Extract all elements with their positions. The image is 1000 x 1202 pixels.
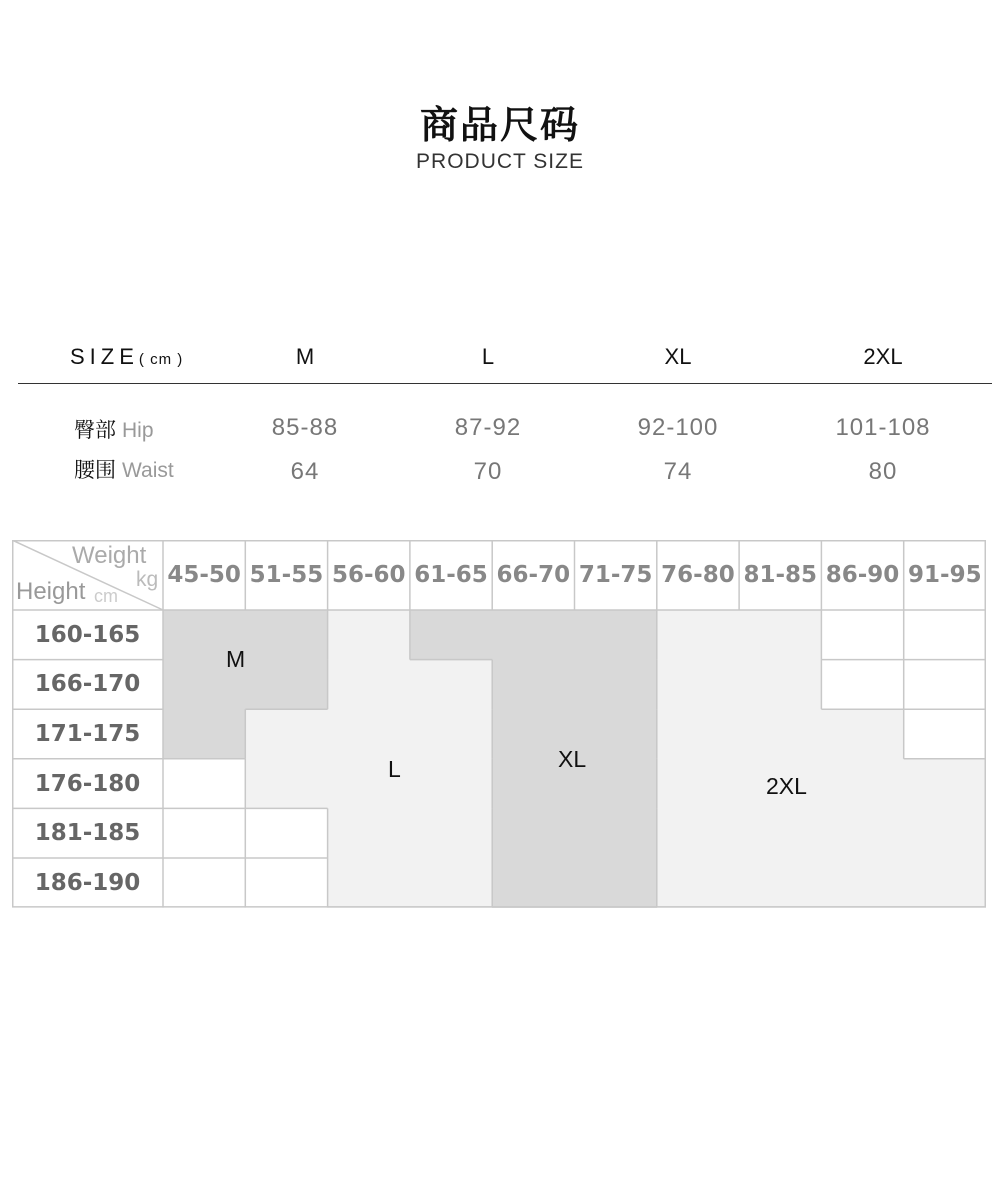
row-label-cn: 臀部 xyxy=(74,418,116,442)
height-row-label: 186-190 xyxy=(34,869,141,896)
row-label-en: Hip xyxy=(122,419,154,442)
fit-cell-l xyxy=(328,610,411,660)
fit-cell-xl xyxy=(492,858,575,908)
fit-cell-2xl xyxy=(657,759,740,809)
waist-m: 64 xyxy=(290,458,320,485)
weight-header: 71-75 xyxy=(578,562,653,588)
hip-2xl: 101-108 xyxy=(835,414,931,441)
weight-header: 81-85 xyxy=(743,562,818,588)
title-cn: 商品尺码 xyxy=(419,103,580,147)
fit-cell-l xyxy=(410,709,493,759)
fit-cell-xl xyxy=(492,808,575,858)
corner-kg-label: kg xyxy=(136,568,159,591)
zone-label-2xl: 2XL xyxy=(766,773,807,799)
spec-header-row xyxy=(18,340,992,384)
fit-cell-l xyxy=(245,709,328,759)
weight-header: 66-70 xyxy=(496,562,571,588)
fit-cell-2xl xyxy=(657,858,740,908)
weight-header: 76-80 xyxy=(661,562,735,588)
fit-cell-2xl xyxy=(821,759,904,809)
row-label-en: Waist xyxy=(122,459,174,482)
size-col-2xl: 2XL xyxy=(863,344,903,369)
fit-cell-2xl xyxy=(739,709,822,759)
weight-header: 45-50 xyxy=(167,562,241,588)
fit-cell-xl xyxy=(410,610,493,660)
fit-cell-xl xyxy=(575,660,658,710)
fit-cell-2xl xyxy=(904,759,986,809)
fit-cell-2xl xyxy=(657,808,740,858)
fit-cell-l xyxy=(328,858,411,908)
fit-cell-l xyxy=(245,759,328,809)
fit-cell-2xl xyxy=(904,858,986,908)
zone-label-l: L xyxy=(388,756,401,782)
fit-cell-l xyxy=(410,660,493,710)
weight-header: 91-95 xyxy=(908,562,982,588)
fit-cell-m xyxy=(245,660,328,710)
fit-cell-2xl xyxy=(821,808,904,858)
waist-l: 70 xyxy=(473,458,503,485)
title-en: PRODUCT SIZE xyxy=(416,150,584,173)
corner-height-label: Height xyxy=(16,578,86,605)
fit-cell-xl xyxy=(575,858,658,908)
size-col-xl: XL xyxy=(664,344,692,369)
fit-cell-2xl xyxy=(739,808,822,858)
waist-xl: 74 xyxy=(663,458,693,485)
fit-cell-l xyxy=(328,709,411,759)
fit-cell-2xl xyxy=(739,660,822,710)
corner-cm-label: cm xyxy=(94,586,118,606)
size-col-l: L xyxy=(481,344,495,369)
spec-row-waist xyxy=(18,452,992,496)
unit-label: ( cm ) xyxy=(138,351,184,368)
height-row-label: 171-175 xyxy=(34,720,141,747)
zone-label-xl: XL xyxy=(558,746,587,772)
fit-cell-2xl xyxy=(657,709,740,759)
spec-row-hip xyxy=(18,408,992,452)
hip-l: 87-92 xyxy=(454,414,522,441)
row-label-waist xyxy=(74,454,174,484)
height-row-label: 181-185 xyxy=(34,820,141,847)
fit-cell-2xl xyxy=(904,808,986,858)
weight-header: 56-60 xyxy=(331,562,406,588)
fit-cell-2xl xyxy=(821,858,904,908)
hip-m: 85-88 xyxy=(271,414,339,441)
fit-cell-m xyxy=(163,709,246,759)
fit-cell-l xyxy=(410,759,493,809)
size-label: SIZE xyxy=(70,344,139,369)
fit-cell-2xl xyxy=(657,660,740,710)
fit-cell-xl xyxy=(575,759,658,809)
fit-cell-xl xyxy=(575,808,658,858)
hip-xl: 92-100 xyxy=(637,414,719,441)
fit-cell-2xl xyxy=(739,610,822,660)
fit-cell-l xyxy=(328,808,411,858)
height-row-label: 166-170 xyxy=(34,671,141,698)
fit-cell-2xl xyxy=(657,610,740,660)
fit-chart xyxy=(12,540,986,908)
weight-header: 61-65 xyxy=(414,562,488,588)
fit-cell-xl xyxy=(492,610,575,660)
fit-cell-xl xyxy=(575,610,658,660)
row-label-cn: 腰围 xyxy=(74,458,116,482)
weight-header: 51-55 xyxy=(249,562,324,588)
waist-2xl: 80 xyxy=(868,458,898,485)
fit-cell-l xyxy=(328,660,411,710)
height-row-label: 176-180 xyxy=(34,770,141,797)
fit-cell-2xl xyxy=(739,858,822,908)
size-col-m: M xyxy=(295,344,315,369)
fit-cell-l xyxy=(410,858,493,908)
weight-header: 86-90 xyxy=(825,562,900,588)
zone-label-m: M xyxy=(226,646,246,672)
fit-cell-xl xyxy=(575,709,658,759)
fit-cell-2xl xyxy=(821,709,904,759)
height-row-label: 160-165 xyxy=(34,621,141,648)
fit-cell-l xyxy=(410,808,493,858)
size-header-label xyxy=(70,344,183,370)
row-label-hip xyxy=(74,414,154,444)
spec-table xyxy=(18,340,992,496)
fit-cell-m xyxy=(245,610,328,660)
fit-cell-xl xyxy=(492,660,575,710)
corner-weight-label: Weight xyxy=(72,542,147,569)
